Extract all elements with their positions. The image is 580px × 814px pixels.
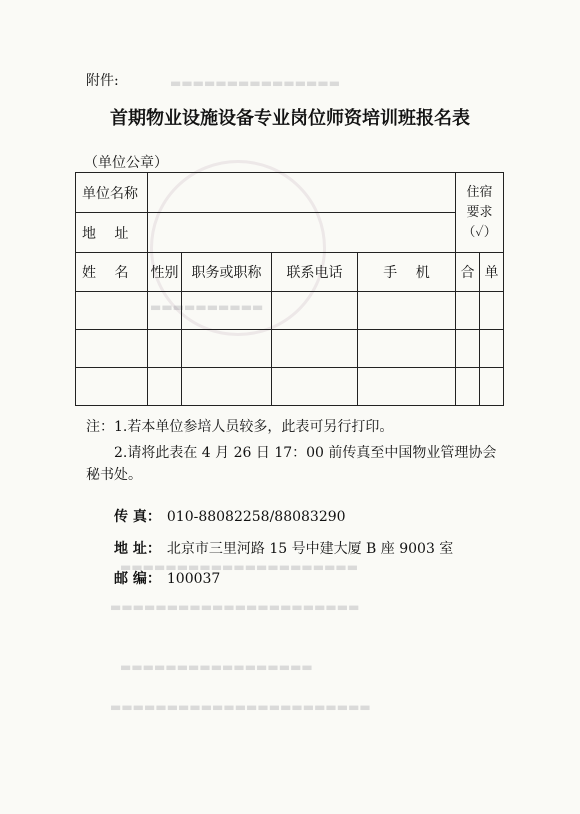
name-cell[interactable] — [76, 330, 148, 368]
unit-name-label: 单位名称 — [76, 173, 148, 213]
single-cell[interactable] — [480, 292, 504, 330]
phone-cell[interactable] — [272, 292, 358, 330]
single-cell[interactable] — [480, 368, 504, 406]
fax-label: 传 真： — [114, 509, 161, 525]
address-line — [114, 538, 453, 558]
position-cell[interactable] — [182, 368, 272, 406]
fax-value: 010-88082258/88083290 — [166, 509, 346, 525]
stay-label-3: （✓） — [462, 224, 497, 240]
col-mobile: 手 机 — [358, 253, 456, 292]
phone-cell[interactable] — [272, 368, 358, 406]
address-field[interactable] — [148, 213, 456, 253]
registration-table — [75, 172, 504, 406]
gender-cell[interactable] — [148, 368, 182, 406]
stay-label-2: 要求 — [466, 204, 493, 220]
contact-address-value: 北京市三里河路 15 号中建大厦 B 座 9003 室 — [166, 541, 454, 557]
address-label: 地 址 — [76, 213, 148, 253]
table-row — [76, 368, 504, 406]
bleed-through-line: ▬▬▬▬▬▬▬▬▬▬▬▬▬▬▬▬▬ — [120, 660, 313, 674]
gender-cell[interactable] — [148, 292, 182, 330]
col-name: 姓 名 — [76, 253, 148, 292]
gender-cell[interactable] — [148, 330, 182, 368]
form-title: 首期物业设施设备专业岗位师资培训班报名表 — [110, 108, 470, 129]
unit-seal-label: （单位公章） — [84, 155, 168, 171]
name-cell[interactable] — [76, 368, 148, 406]
unit-name-field[interactable] — [148, 173, 456, 213]
mobile-cell[interactable] — [358, 292, 456, 330]
bleed-through-line: ▬▬▬▬▬▬▬▬▬▬▬▬▬▬▬ — [170, 76, 341, 90]
postcode-value: 100037 — [166, 571, 221, 587]
note-1: 注：1.若本单位参培人员较多，此表可另行打印。 — [86, 419, 394, 435]
bleed-through-line: ▬▬▬▬▬▬▬▬▬▬▬▬▬▬▬▬▬▬▬▬▬▬ — [110, 600, 360, 614]
note-2-line-2: 秘书处。 — [86, 467, 142, 483]
name-cell[interactable] — [76, 292, 148, 330]
note-2-line-1: 2.请将此表在 4 月 26 日 17：00 前传真至中国物业管理协会 — [114, 445, 497, 461]
shared-cell[interactable] — [456, 368, 480, 406]
single-cell[interactable] — [480, 330, 504, 368]
bleed-through-line: ▬▬▬▬▬▬▬▬▬▬▬▬▬▬▬▬▬▬▬▬▬▬▬ — [110, 700, 371, 714]
shared-cell[interactable] — [456, 330, 480, 368]
mobile-cell[interactable] — [358, 330, 456, 368]
col-shared-room: 合 — [456, 253, 480, 292]
stay-label-1: 住宿 — [466, 184, 493, 200]
shared-cell[interactable] — [456, 292, 480, 330]
stay-requirement-cell — [456, 173, 504, 253]
position-cell[interactable] — [182, 330, 272, 368]
mobile-cell[interactable] — [358, 368, 456, 406]
bleed-through-line: ▬▬▬▬▬▬▬▬▬▬ — [150, 300, 264, 314]
table-row — [76, 292, 504, 330]
attachment-label: 附件: — [86, 73, 119, 89]
fax-line — [114, 506, 346, 526]
position-cell[interactable] — [182, 292, 272, 330]
contact-address-label: 地 址： — [114, 541, 161, 557]
col-phone: 联系电话 — [272, 253, 358, 292]
postcode-label: 邮 编： — [114, 571, 161, 587]
table-row — [76, 330, 504, 368]
col-gender: 性别 — [148, 253, 182, 292]
col-single-room: 单 — [480, 253, 504, 292]
bleed-through-line: ▬▬▬▬▬▬▬▬▬▬▬▬▬▬▬▬▬▬▬▬▬ — [120, 560, 359, 574]
col-position: 职务或职称 — [182, 253, 272, 292]
postcode-line — [114, 568, 220, 588]
phone-cell[interactable] — [272, 330, 358, 368]
